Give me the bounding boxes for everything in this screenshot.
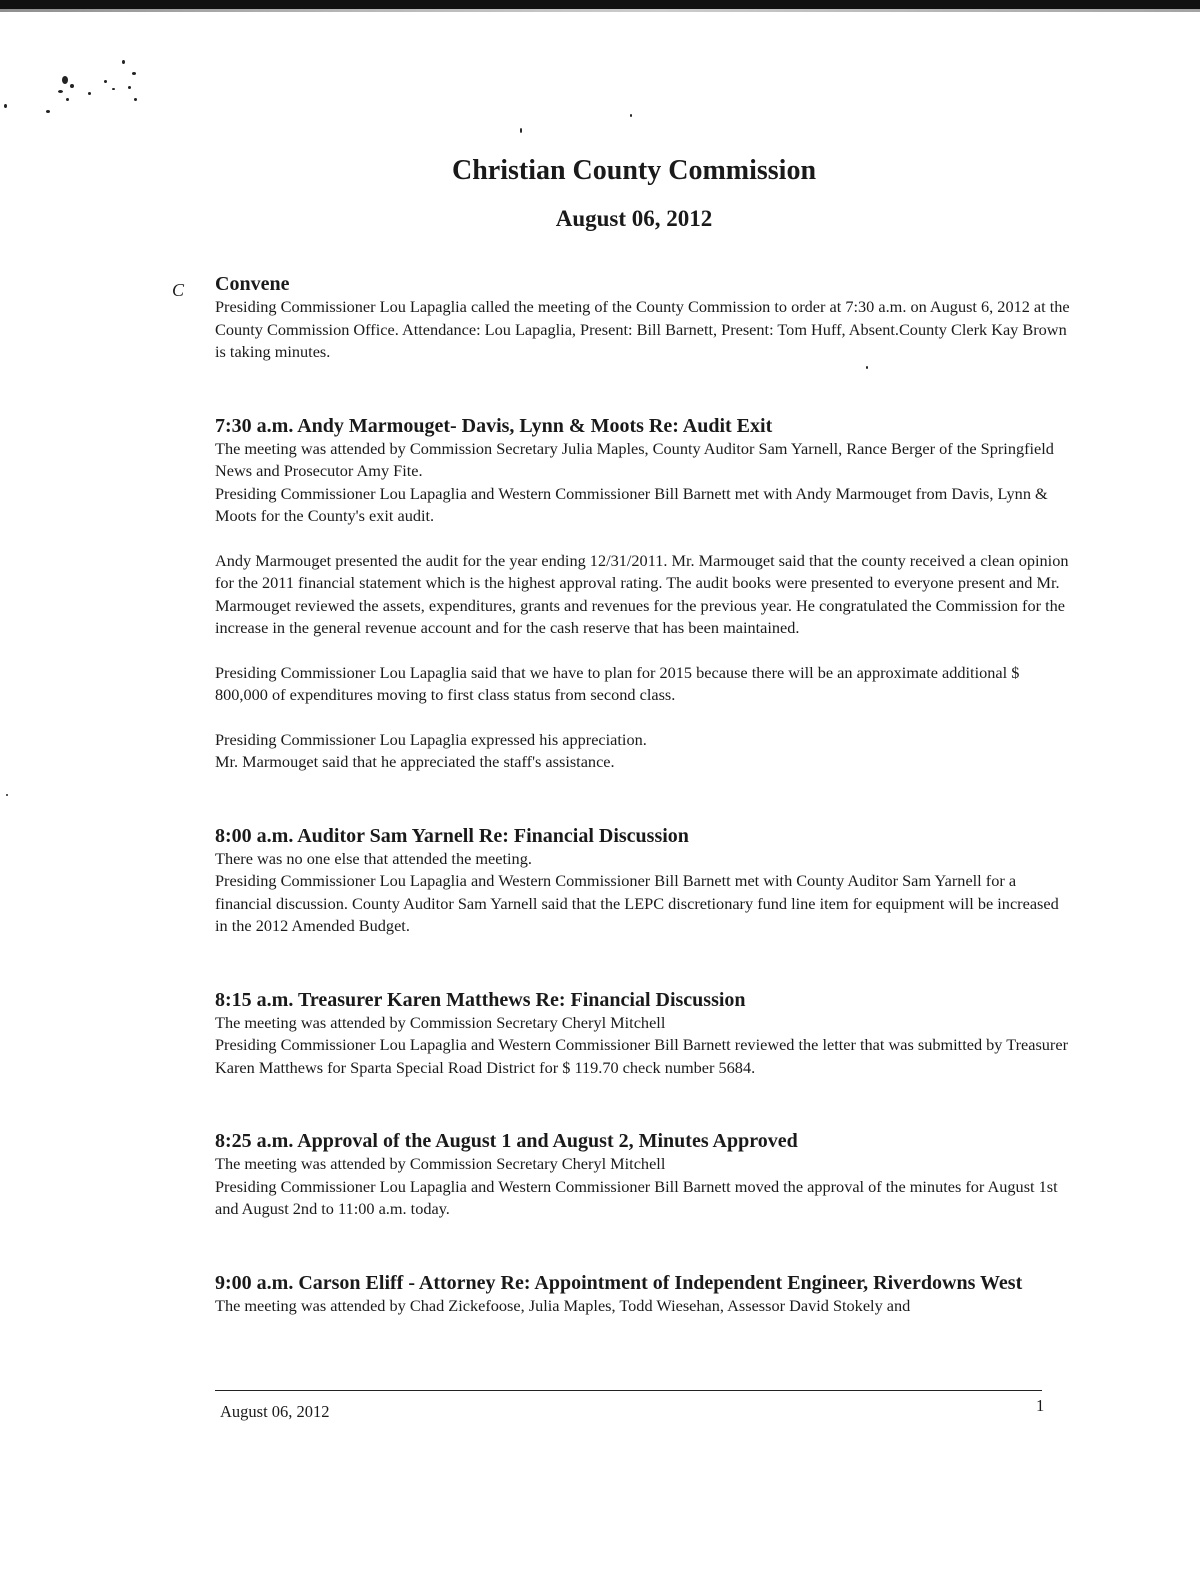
section-heading: Convene	[215, 273, 290, 295]
section-paragraph: Presiding Commissioner Lou Lapaglia and Western Commissioner Bill Barnett met with Andy Marmouget from Davis, Lynn & Moots for the County's exit audit.	[215, 483, 1048, 525]
handwritten-margin-mark: C	[172, 280, 185, 300]
footer-date: August 06, 2012	[220, 1402, 330, 1421]
section-auditor-financial	[215, 824, 1075, 938]
section-paragraph: Presiding Commissioner Lou Lapaglia expressed his appreciation.	[215, 729, 647, 749]
scan-top-edge	[0, 0, 1200, 9]
document-date: August 06, 2012	[555, 206, 713, 231]
section-heading: 8:25 a.m. Approval of the August 1 and August 2, Minutes Approved	[215, 1130, 798, 1152]
section-heading: 8:15 a.m. Treasurer Karen Matthews Re: Financial Discussion	[215, 988, 746, 1011]
section-paragraph: Presiding Commissioner Lou Lapaglia and Western Commissioner Bill Barnett reviewed the letter that was submitted by Treasurer Karen Matthews for Sparta Special Road District for $ 119.70 check number 5684.	[215, 1035, 1068, 1077]
page-number: 1	[1036, 1396, 1045, 1415]
section-paragraph: The meeting was attended by Commission Secretary Cheryl Mitchell	[215, 1012, 666, 1032]
section-paragraph: Andy Marmouget presented the audit for the year ending 12/31/2011. Mr. Marmouget said that the county received a clean opinion for the 2011 financial statement which is the highest approval rating. The audit books were presented to everyone present and Mr. Marmouget reviewed the assets, expenditures, grants and revenues for the previous year. He congratulated the Commission for the increase in the general revenue account and for the cash reserve that has been maintained.	[215, 550, 1069, 637]
section-paragraph: Presiding Commissioner Lou Lapaglia said that we have to plan for 2015 because there will be an approximate additional $ 800,000 of expenditures moving to first class status from second class.	[215, 662, 1020, 704]
footer-rule	[215, 1390, 1042, 1391]
document-title: Christian County Commission	[451, 155, 817, 186]
section-heading: 9:00 a.m. Carson Eliff - Attorney Re: Appointment of Independent Engineer, Riverdowns West	[215, 1271, 1023, 1294]
section-paragraph: Presiding Commissioner Lou Lapaglia and Western Commissioner Bill Barnett moved the approval of the minutes for August 1st and August 2nd to 11:00 a.m. today.	[215, 1176, 1058, 1218]
section-treasurer-financial	[215, 988, 1075, 1080]
minutes-body	[215, 272, 1075, 1317]
section-paragraph: There was no one else that attended the meeting.	[215, 848, 532, 868]
section-paragraph: The meeting was attended by Commission Secretary Julia Maples, County Auditor Sam Yarnell, Rance Berger of the Springfield News and Prosecutor Amy Fite.	[215, 438, 1054, 480]
section-convene	[215, 272, 1075, 364]
section-paragraph: Mr. Marmouget said that he appreciated the staff's assistance.	[215, 752, 615, 771]
section-minutes-approval	[215, 1129, 1075, 1221]
section-audit-exit	[215, 414, 1075, 774]
section-heading: 8:00 a.m. Auditor Sam Yarnell Re: Financial Discussion	[215, 824, 689, 847]
section-paragraph: The meeting was attended by Commission Secretary Cheryl Mitchell	[215, 1154, 666, 1173]
section-paragraph: Presiding Commissioner Lou Lapaglia and Western Commissioner Bill Barnett met with County Auditor Sam Yarnell for a financial discussion. County Auditor Sam Yarnell said that the LEPC discretionary fund line item for equipment will be increased in the 2012 Amended Budget.	[215, 871, 1059, 935]
section-independent-engineer	[215, 1271, 1075, 1318]
section-heading: 7:30 a.m. Andy Marmouget- Davis, Lynn & Moots Re: Audit Exit	[215, 414, 773, 437]
section-paragraph: Presiding Commissioner Lou Lapaglia called the meeting of the County Commission to order at 7:30 a.m. on August 6, 2012 at the County Commission Office. Attendance: Lou Lapaglia, Present: Bill Barnett, Present: Tom Huff, Absent.County Clerk Kay Brown is taking minutes.	[215, 297, 1070, 361]
section-paragraph: The meeting was attended by Chad Zickefoose, Julia Maples, Todd Wiesehan, Assessor David Stokely and	[215, 1295, 911, 1315]
scan-top-edge-fray	[0, 9, 1200, 12]
